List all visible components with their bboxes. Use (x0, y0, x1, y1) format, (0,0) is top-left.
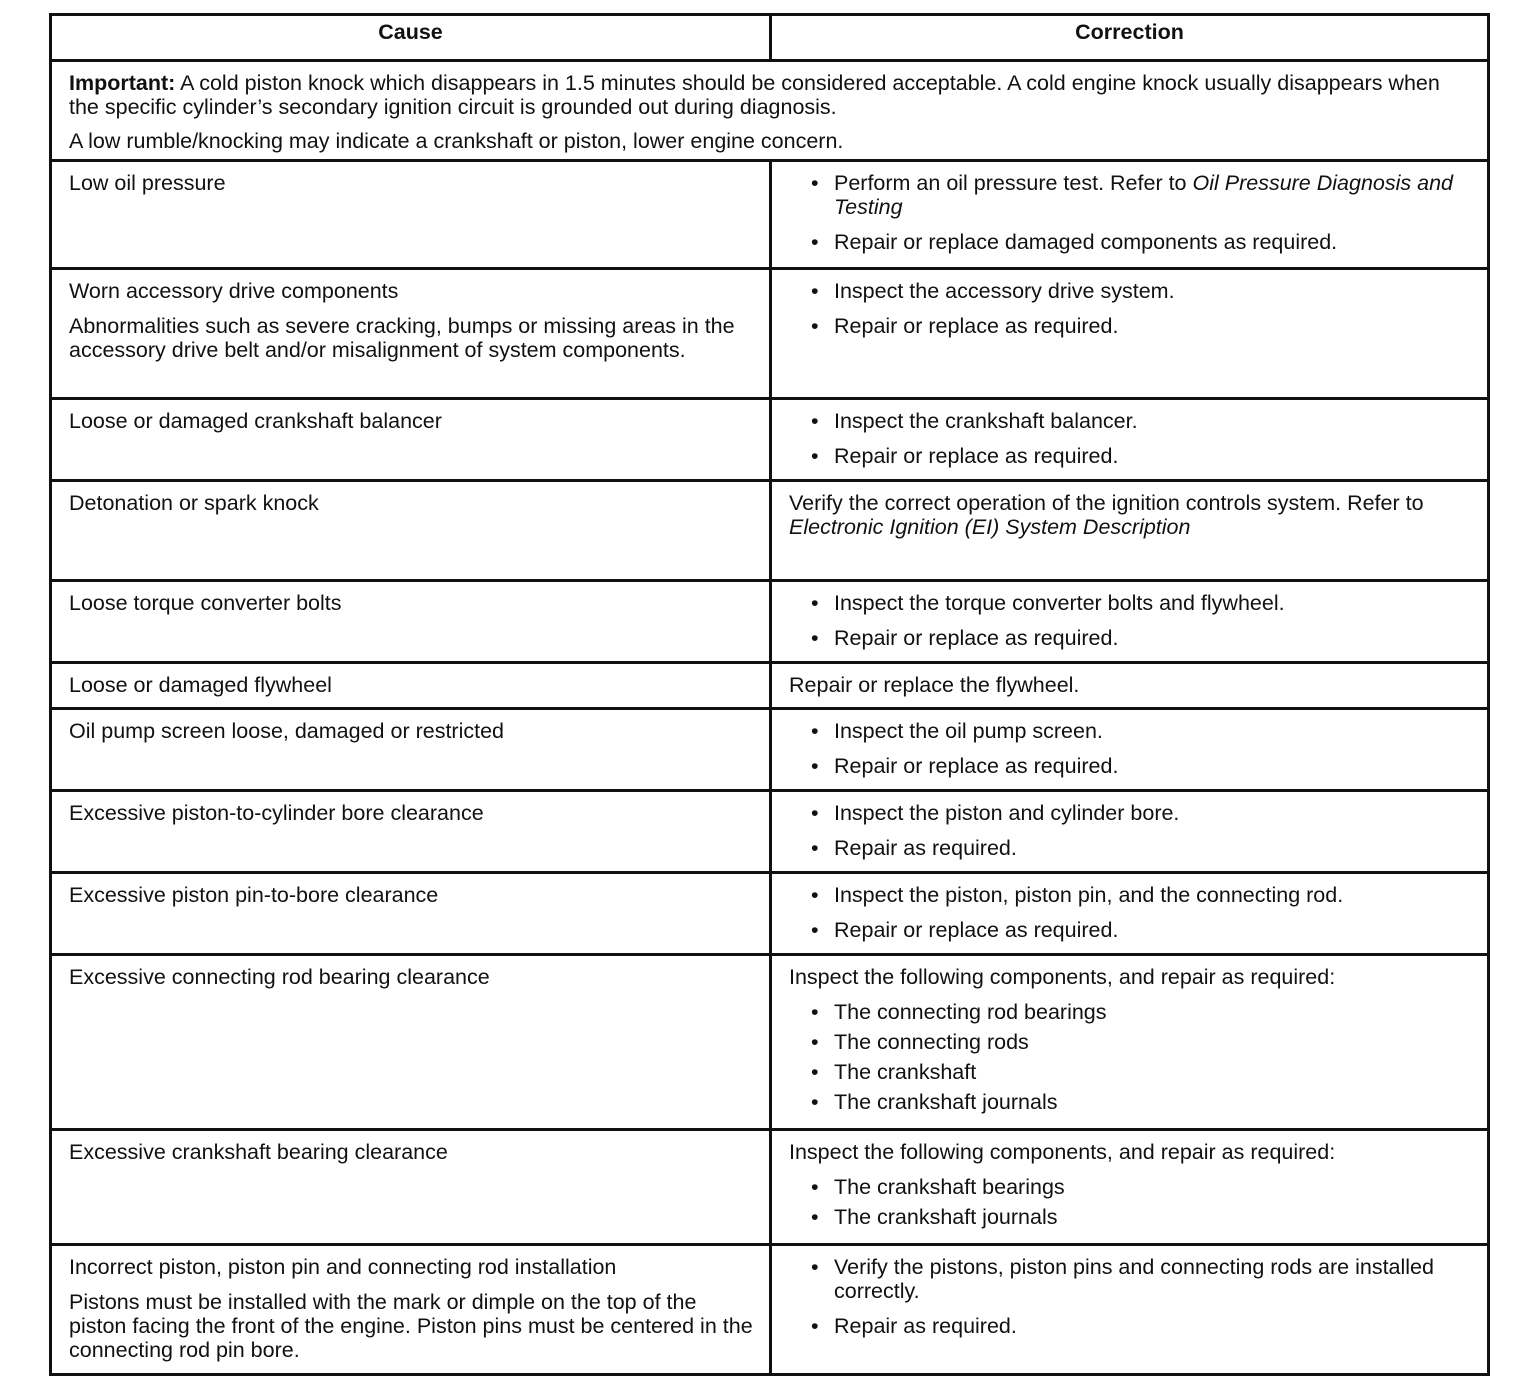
list-item: • The crankshaft (789, 1060, 1473, 1084)
list-item: • Inspect the piston, piston pin, and the connecting rod. (789, 883, 1473, 907)
cause-text: Excessive crankshaft bearing clearance (69, 1140, 448, 1164)
table-row (51, 161, 1489, 269)
table-row (51, 791, 1489, 873)
table-row (51, 399, 1489, 481)
correction-cell (771, 791, 1489, 873)
list-item (789, 171, 1473, 219)
list-item: • Repair or replace damaged components as required. (789, 230, 1473, 254)
reference-link-electronic-ignition[interactable]: Electronic Ignition (EI) System Description (789, 515, 1191, 539)
correction-cell (771, 581, 1489, 663)
correction-list (789, 1175, 1473, 1229)
list-item: • Inspect the piston and cylinder bore. (789, 801, 1473, 825)
list-item: • Repair or replace as required. (789, 754, 1473, 778)
table-row (51, 663, 1489, 709)
correction-cell (771, 399, 1489, 481)
correction-text-part: Verify the correct operation of the ignition controls system. Refer to (789, 491, 1424, 515)
cause-cell (51, 581, 771, 663)
correction-list (789, 801, 1473, 860)
correction-list (789, 719, 1473, 778)
list-item: • Inspect the crankshaft balancer. (789, 409, 1473, 433)
correction-list (789, 883, 1473, 942)
list-item: • Repair or replace as required. (789, 918, 1473, 942)
cause-text: Oil pump screen loose, damaged or restricted (69, 719, 504, 743)
cause-cell (51, 1130, 771, 1245)
cause-text: Detonation or spark knock (69, 491, 319, 515)
correction-list (789, 591, 1473, 650)
correction-list (789, 409, 1473, 468)
correction-cell (771, 709, 1489, 791)
cause-text: Incorrect piston, piston pin and connecting rod installation (69, 1255, 617, 1279)
important-note-row (51, 61, 1489, 161)
correction-cell (771, 1245, 1489, 1375)
correction-cell (771, 1130, 1489, 1245)
cause-cell (51, 399, 771, 481)
correction-intro: Inspect the following components, and repair as required: (789, 965, 1336, 989)
cause-text: Excessive piston-to-cylinder bore clearance (69, 801, 484, 825)
list-item: • Repair as required. (789, 1314, 1473, 1338)
correction-cell (771, 269, 1489, 399)
list-item: • Inspect the oil pump screen. (789, 719, 1473, 743)
table-row (51, 873, 1489, 955)
cause-text: Loose torque converter bolts (69, 591, 342, 615)
list-item: • Verify the pistons, piston pins and connecting rods are installed correctly. (789, 1255, 1473, 1303)
cause-cell (51, 709, 771, 791)
correction-cell (771, 663, 1489, 709)
important-note-2: A low rumble/knocking may indicate a crankshaft or piston, lower engine concern. (69, 129, 844, 153)
list-item: • The connecting rods (789, 1030, 1473, 1054)
cause-cell (51, 955, 771, 1130)
cause-text: Excessive piston pin-to-bore clearance (69, 883, 439, 907)
list-item: • The crankshaft journals (789, 1205, 1473, 1229)
table-row (51, 955, 1489, 1130)
list-item: • Repair or replace as required. (789, 314, 1473, 338)
correction-intro: Inspect the following components, and repair as required: (789, 1140, 1336, 1164)
list-item: • Inspect the torque converter bolts and flywheel. (789, 591, 1473, 615)
header-row (51, 15, 1489, 61)
correction-list (789, 171, 1473, 254)
list-item: • The connecting rod bearings (789, 1000, 1473, 1024)
correction-header: Correction (771, 15, 1489, 61)
table-row (51, 1130, 1489, 1245)
cause-cell (51, 791, 771, 873)
cause-cell (51, 481, 771, 581)
list-item: • The crankshaft bearings (789, 1175, 1473, 1199)
table-row (51, 269, 1489, 399)
cause-cell (51, 269, 771, 399)
cause-text: Worn accessory drive components (69, 279, 399, 303)
table-row (51, 1245, 1489, 1375)
list-item: • Repair as required. (789, 836, 1473, 860)
cause-header: Cause (51, 15, 771, 61)
correction-list (789, 279, 1473, 338)
table-row (51, 709, 1489, 791)
list-item: • Repair or replace as required. (789, 626, 1473, 650)
cause-detail: Abnormalities such as severe cracking, bumps or missing areas in the accessory drive belt and/or misalignment of system components. (69, 314, 735, 362)
list-item: • The crankshaft journals (789, 1090, 1473, 1114)
correction-cell (771, 161, 1489, 269)
cause-text: Excessive connecting rod bearing clearance (69, 965, 490, 989)
list-item: • Repair or replace as required. (789, 444, 1473, 468)
cause-detail: Pistons must be installed with the mark or dimple on the top of the piston facing the front of the engine. Piston pins must be centered in the connecting rod pin bore. (69, 1290, 753, 1362)
correction-text: Repair or replace the flywheel. (789, 673, 1080, 697)
important-label: Important: (69, 71, 176, 95)
cause-text: Loose or damaged crankshaft balancer (69, 409, 442, 433)
correction-cell (771, 955, 1489, 1130)
important-paragraph (69, 71, 1473, 119)
cause-cell (51, 663, 771, 709)
table-row (51, 581, 1489, 663)
correction-cell (771, 873, 1489, 955)
cause-cell (51, 1245, 771, 1375)
cause-text: Loose or damaged flywheel (69, 673, 332, 697)
correction-text: Perform an oil pressure test. Refer to (834, 171, 1193, 195)
important-text: A cold piston knock which disappears in 1.5 minutes should be considered acceptable. A cold engine knock usually disappears when the specific cylinder’s secondary ignition circuit is grounded out during diagnosis. (69, 71, 1440, 119)
correction-list (789, 1255, 1473, 1338)
important-note (51, 61, 1489, 161)
table-row (51, 481, 1489, 581)
correction-text (789, 491, 1473, 539)
list-item: • Inspect the accessory drive system. (789, 279, 1473, 303)
correction-list (789, 1000, 1473, 1114)
diagnostic-table (49, 13, 1490, 1376)
cause-cell (51, 161, 771, 269)
cause-text: Low oil pressure (69, 171, 226, 195)
correction-cell (771, 481, 1489, 581)
reference-link-oil-pressure[interactable]: Oil Pressure Diagnosis and Testing (834, 171, 1453, 219)
cause-cell (51, 873, 771, 955)
